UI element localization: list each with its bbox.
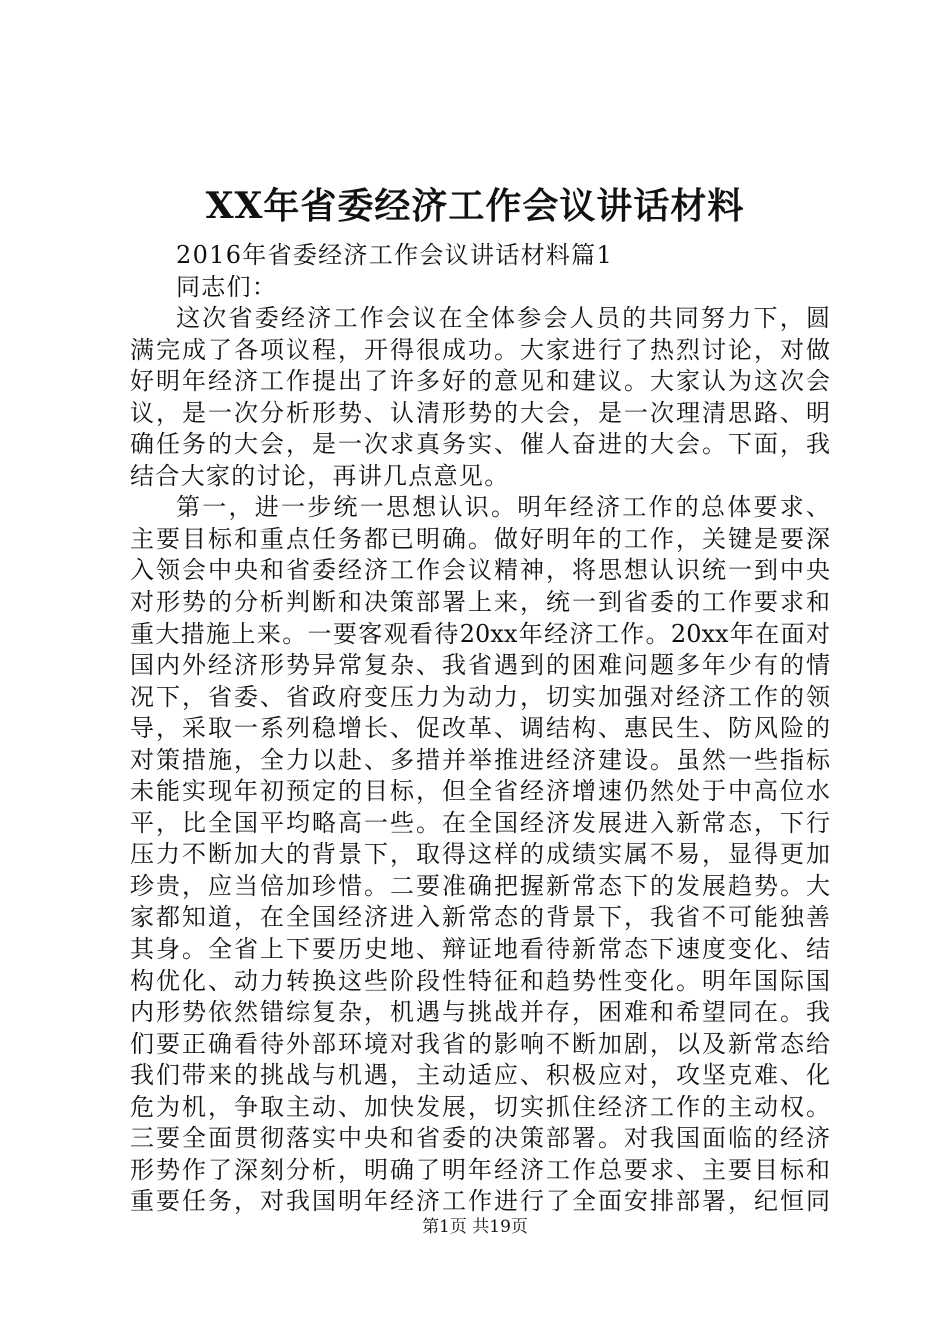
paragraph-line: 们要正确看待外部环境对我省的影响不断加剧，以及新常态给 <box>130 1029 830 1058</box>
paragraph-line: 内形势依然错综复杂，机遇与挑战并存，困难和希望同在。我 <box>130 998 830 1027</box>
paragraph-line: 对策措施，全力以赴、多措并举推进经济建设。虽然一些指标 <box>130 745 830 774</box>
paragraph-line: 家都知道，在全国经济进入新常态的背景下，我省不可能独善 <box>130 903 830 932</box>
paragraph-line: 重要任务，对我国明年经济工作进行了全面安排部署，纪恒同 <box>130 1187 830 1216</box>
paragraph-line: 对形势的分析判断和决策部署上来，统一到省委的工作要求和 <box>130 588 830 617</box>
paragraph-line: 第一，进一步统一思想认识。明年经济工作的总体要求、 <box>176 493 830 522</box>
paragraph-line: 危为机，争取主动、加快发展，切实抓住经济工作的主动权。 <box>130 1092 830 1121</box>
paragraph-line: 未能实现年初预定的目标，但全省经济增速仍然处于中高位水 <box>130 777 830 806</box>
paragraph-line: 满完成了各项议程，开得很成功。大家进行了热烈讨论，对做 <box>130 335 830 364</box>
paragraph-line: 导，采取一系列稳增长、促改革、调结构、惠民生、防风险的 <box>130 714 830 743</box>
paragraph-line: 压力不断加大的背景下，取得这样的成绩实属不易，显得更加 <box>130 840 830 869</box>
page-number: 第1页 共19页 <box>422 1217 528 1237</box>
paragraph-line: 我们带来的挑战与机遇，主动适应、积极应对，攻坚克难、化 <box>130 1061 830 1090</box>
paragraph-line: 形势作了深刻分析，明确了明年经济工作总要求、主要目标和 <box>130 1155 830 1184</box>
paragraph-line: 况下，省委、省政府变压力为动力，切实加强对经济工作的领 <box>130 682 830 711</box>
document-body <box>130 240 830 1218</box>
paragraph-line: 好明年经济工作提出了许多好的意见和建议。大家认为这次会 <box>130 367 830 396</box>
paragraph-line: 重大措施上来。一要客观看待20xx年经济工作。20xx年在面对 <box>130 619 830 648</box>
paragraph-line: 三要全面贯彻落实中央和省委的决策部署。对我国面临的经济 <box>130 1124 830 1153</box>
paragraph-line: 这次省委经济工作会议在全体参会人员的共同努力下，圆 <box>176 304 830 333</box>
document-title: XX年省委经济工作会议讲话材料 <box>205 185 745 227</box>
paragraph-line: 其身。全省上下要历史地、辩证地看待新常态下速度变化、结 <box>130 935 830 964</box>
paragraph-line: 国内外经济形势异常复杂、我省遇到的困难问题多年少有的情 <box>130 651 830 680</box>
paragraph-line: 主要目标和重点任务都已明确。做好明年的工作，关键是要深 <box>130 524 830 553</box>
paragraph-line: 确任务的大会，是一次求真务实、催人奋进的大会。下面，我 <box>130 430 830 459</box>
paragraph-line: 平，比全国平均略高一些。在全国经济发展进入新常态，下行 <box>130 808 830 837</box>
paragraph-line: 构优化、动力转换这些阶段性特征和趋势性变化。明年国际国 <box>130 966 830 995</box>
paragraph-line: 结合大家的讨论，再讲几点意见。 <box>130 461 510 490</box>
paragraph-line: 珍贵，应当倍加珍惜。二要准确把握新常态下的发展趋势。大 <box>130 871 830 900</box>
salutation: 同志们： <box>176 272 278 301</box>
paragraph-line: 议，是一次分析形势、认清形势的大会，是一次理清思路、明 <box>130 398 830 427</box>
paragraph-line: 入领会中央和省委经济工作会议精神，将思想认识统一到中央 <box>130 556 830 585</box>
section-heading: 2016年省委经济工作会议讲话材料篇1 <box>176 241 614 269</box>
